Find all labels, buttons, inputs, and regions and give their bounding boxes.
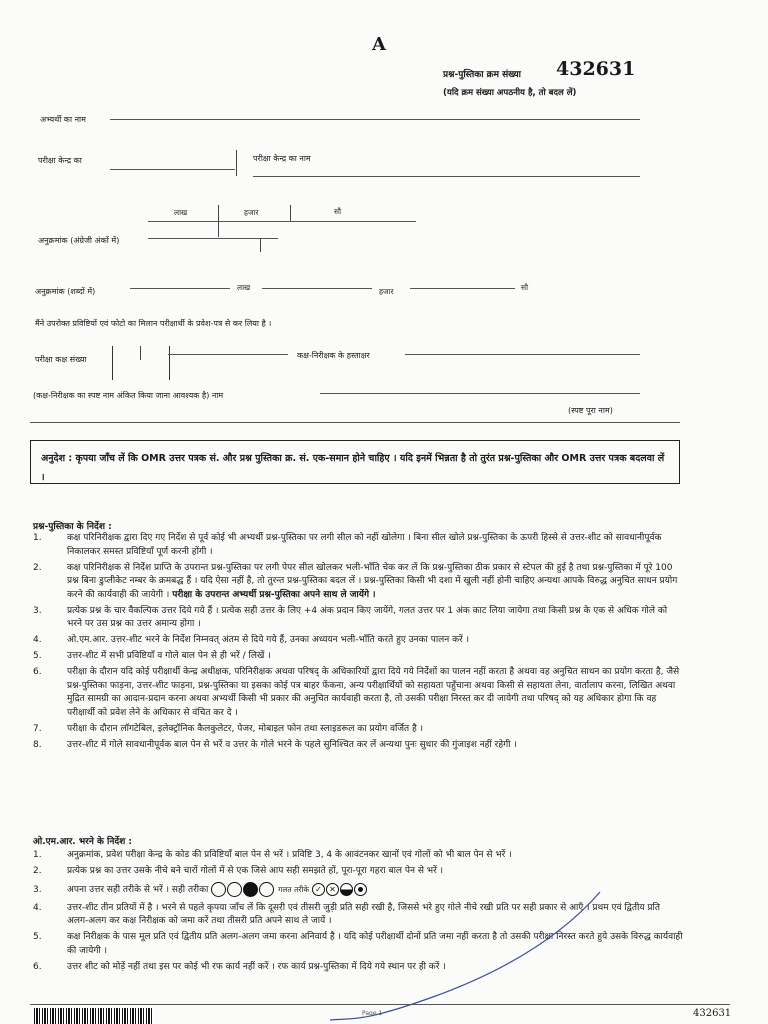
omr-item-4: 4. उत्तर-शीट तीन प्रतियों में है । भरने से पहले कृपया जाँच लें कि दूसरी एवं तीसरी जुड़ी प्रति सही रखी है, जिससे भरे हुए गोले नीचे रखी प्रति पर सही प्रकार से आएँ । प्रथम एवं द्वितीय प्रति अलग-अलग कर कक्ष निरीक्षक को जमा करें तथा तीसरी प्रति अपने साथ ले जायें । [33,902,660,926]
invigilator-sign-label: कक्ष-निरीक्षक के हस्ताक्षर [297,351,370,360]
candidate-name-field[interactable] [110,119,640,120]
serial-number: 432631 [556,58,636,80]
omr-item-3: 3. अपना उत्तर सही तरीके से भरें । सही तरीका गलत तरीके ✓ ✕ [33,881,683,899]
separator-rule [30,422,680,423]
centre-name-label: परीक्षा केन्द्र का नाम [253,154,311,163]
omr-item-1: 1. अनुक्रमांक, प्रवेश परीक्षा केन्द्र के कोड की प्रविष्टियाँ बाल पेन से भरें । प्रविष्टि 3, 4 के आवंटनकर खानों एवं गोलों को भी बाल पेन से भरें । [33,850,512,860]
full-name-note: (स्पष्ट पूरा नाम) [568,406,613,415]
room-number-label: परीक्षा कक्ष संख्या [35,355,87,364]
bubble-tick-icon: ✓ [312,883,325,896]
invigilator-name-field[interactable] [320,393,640,394]
bubble-empty-icon [227,882,242,897]
instruction-2-bold: परीक्षा के उपरान्त अभ्यर्थी प्रश्न-पुस्तिका अपने साथ ले जायेंगे । [172,589,376,600]
centre-code-divider [236,150,237,176]
instruction-item-7: 7. परीक्षा के दौरान लॉगटेबिल, इलेक्ट्रॉनिक कैलकुलेटर, पेजर, मोबाइल फोन तथा स्लाइडरूल का प्रयोग वर्जित है । [33,723,424,734]
instruction-item-2: 2. कक्ष परिनिरीक्षक से निर्देश प्राप्ति के उपरान्त प्रश्न-पुस्तिका पर लगी पेपर सील खोलकर भली-भाँति चेक कर लें कि प्रश्न-पुस्तिका ठीक प्रकार से स्टेपल की हुई है तथा प्रश्न-पुस्तिका में पूरे 100 प्रश्न बिना डुप्लीकेट नम्बर के क्रमबद्ध हैं । यदि ऐसा नहीं है, तो तुरन्त प्रश्न-पुस्तिका बदल लें । प्रश्न-पुस्तिका किसी भी दशा में खुली नहीं होनी चाहिए अन्यथा आपके विरुद्ध अनुचित साधन प्रयोग करने की कार्यवाही की जायेगी । परीक्षा के उपरान्त अभ्यर्थी प्रश्न-पुस्तिका अपने साथ ले जायेंगे । [33,562,678,600]
words-hazar-label: हजार [379,287,394,296]
candidate-name-label: अभ्यर्थी का नाम [40,115,86,124]
instruction-item-4: 4. ओ.एम.आर. उत्तर-शीट भरने के निर्देश निम्नवत् अंतम से दिये गये हैं, उनका अध्ययन भली-भाँति करते हुए उनका पालन करें । [33,635,469,645]
page-note: Page 1 [362,1010,383,1017]
digits-divider-1 [218,205,219,237]
serial-label: प्रश्न-पुस्तिका क्रम संख्या [443,70,521,80]
centre-name-field[interactable] [253,176,640,177]
words-lakh-label: लाख [237,283,251,292]
digits-divider-3 [260,238,261,252]
instruction-item-6: 6. परीक्षा के दौरान यदि कोई परीक्षार्थी केन्द्र अधीक्षक, परिनिरीक्षक अथवा परिषद् के अधिकारियों द्वारा दिये गये निर्देशों का पालन नहीं करता है अथवा वह अनुचित साधन का प्रयोग करता है, जैसे प्रश्न-पुस्तिका फाड़ना, उत्तर-शीट फाड़ना, प्रश्न-पुस्तिका या इसका कोई पत्र बाहर फेंकना, अन्य परीक्षार्थियों को सहायता पहुँचाना अथवा किसी से सहायता लेना, वार्तालाप करना, लिखित अथवा मुद्रित सामग्री का आदान-प्रदान करना अथवा अभ्यर्थी किसी भी प्रकार की अनुचित कार्यवाही करता है, तो उसकी परीक्षा निरस्त कर दी जायेगी तथा परिषद् को यह अधिकार होगा कि वह परीक्षार्थी को प्रवेश लेने के अधिकार से वंचित कर दे । [33,667,680,718]
instruction-item-3: 3. प्रत्येक प्रश्न के चार वैकल्पिक उत्तर दिये गये हैं । प्रत्येक सही उत्तर के लिए +4 अंक प्रदान किए जायेंगे, गलत उत्तर पर 1 अंक काट लिया जायेगा तथा किसी प्रश्न के एक से अधिक गोले को भरने पर उस प्रश्न का उत्तर अमान्य होगा । [33,605,668,629]
set-letter: A [372,34,386,55]
verified-statement: मैंने उपरोक्त प्रविष्टियों एवं फोटो का मिलान परीक्षार्थी के प्रवेश-पत्र से कर लिया है । [35,319,272,328]
words-lakh-field[interactable] [130,288,230,289]
instructions-heading: प्रश्न-पुस्तिका के निर्देश : [33,522,112,532]
serial-note: (यदि क्रम संख्या अपठनीय है, तो बदल लें) [443,88,577,98]
instruction-item-5: 5. उत्तर-शीट में सभी प्रविष्टियाँ व गोले बाल पेन से ही भरें / लिखें । [33,651,271,661]
instruction-item-8: 8. उत्तर-शीट में गोले सावधानीपूर्वक बाल पेन से भरें व उत्तर के गोले भरने के पहले सुनिश्चित कर लें अन्यथा पुनः सुधार की गुंजाइश नहीं रहेगी । [33,739,517,750]
bubble-filled-icon [243,882,258,897]
instructions-list [33,532,683,755]
invigilator-name-label: (कक्ष-निरीक्षक का स्पष्ट नाम अंकित किया जाना आवश्यक है) नाम [33,391,224,400]
centre-code-field[interactable] [110,169,235,170]
barcode-graphic [34,1008,154,1024]
digits-top-rule [148,221,416,222]
roll-digits-label: अनुक्रमांक (अंग्रेजी अंकों में) [38,236,120,245]
room-number-rule [168,354,288,355]
instruction-item-1: 1. कक्ष परिनिरीक्षक द्वारा दिए गए निर्देश से पूर्व कोई भी अभ्यर्थी प्रश्न-पुस्तिका पर लगी सील को नहीं खोलेगा । बिना सील खोले प्रश्न-पुस्तिका के ऊपरी हिस्से से उत्तर-शीट को सावधानीपूर्वक निकालकर समस्त प्रविष्टियाँ पूर्ण करनी होंगी । [33,533,662,557]
centre-code-label: परीक्षा केन्द्र का [38,156,82,165]
digits-so-label: सौ [334,207,342,216]
omr-item-6: 6. उत्तर शीट को मोड़ें नहीं तथा इस पर कोई भी रफ कार्य नहीं करें । रफ कार्य प्रश्न-पुस्तिका में दिये गये स्थान पर ही करें । [33,961,446,972]
bubble-empty-icon [259,882,274,897]
roll-words-label: अनुक्रमांक (शब्दों में) [35,287,96,296]
room-number-box[interactable] [112,346,170,380]
words-hazar-field[interactable] [262,288,372,289]
bubble-empty-icon [211,882,226,897]
omr-heading: ओ.एम.आर. भरने के निर्देश : [33,837,132,847]
digits-lakh-label: लाख [174,208,188,217]
omr-notice-box: अनुदेश : कृपया जाँच लें कि OMR उत्तर पत्रक सं. और प्रश्न पुस्तिका क्र. सं. एक-समान होने चाहिए । यदि इनमें भिन्नता है तो तुरंत प्रश्न-पुस्तिका और OMR उत्तर पत्रक बदलवा लें । [30,440,680,484]
omr-item-2: 2. प्रत्येक प्रश्न का उत्तर उसके नीचे बने चारों गोलों में से एक जिसे आप सही समझते हों, पूरा-पूरा गहरा बाल पेन से भरें । [33,866,444,876]
words-so-label: सौ [521,283,529,292]
footer-serial: 432631 [693,1008,732,1019]
roll-digits-field[interactable] [148,238,278,239]
digits-hazar-label: हजार [244,208,259,217]
invigilator-sign-field[interactable] [405,354,640,355]
room-number-mid [140,346,141,360]
digits-divider-2 [290,205,291,221]
omr-item-5: 5. कक्ष निरीक्षक के पास मूल प्रति एवं द्वितीय प्रति अलग-अलग जमा करना अनिवार्य है । यदि कोई परीक्षार्थी दोनों प्रति जमा नहीं करता है तो उसकी परीक्षा निरस्त करते हुये उसके विरुद्ध कार्यवाही की जायेगी । [33,932,683,956]
footer-rule [30,1004,730,1005]
words-so-field[interactable] [410,288,515,289]
bubble-cross-icon: ✕ [326,883,339,896]
